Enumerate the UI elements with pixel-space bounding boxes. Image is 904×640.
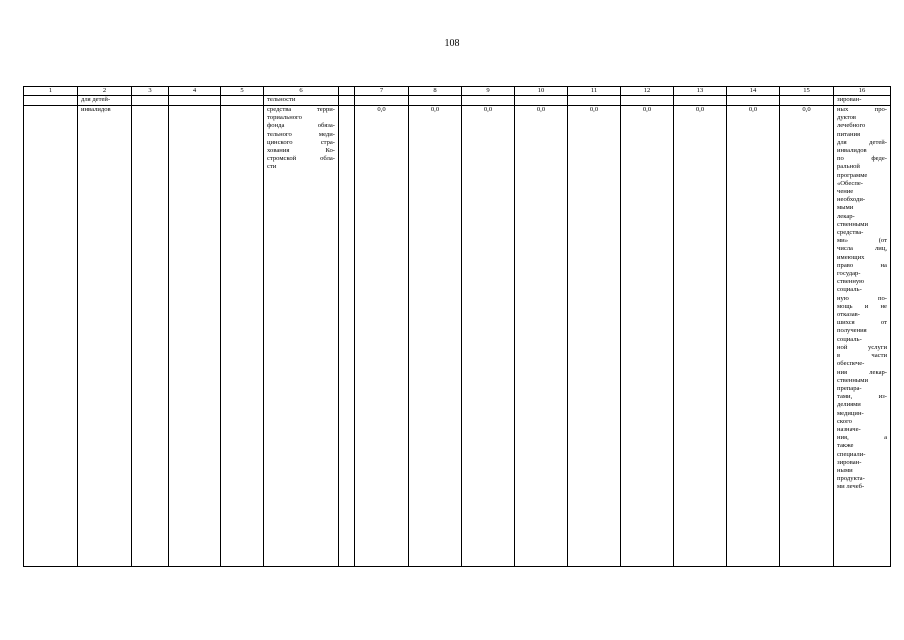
text-line: зирован- [837,458,862,466]
value-cell: 0,0 [674,106,727,567]
cell-col6-row1: тельности [264,96,339,106]
text-line: тельного меди- [267,130,335,138]
text-line: «Обеспе- [837,179,863,187]
text-line: ственными [837,220,868,228]
header-cell: 9 [462,87,515,96]
text-line: ния, а [837,434,887,442]
text-line: назначе- [837,425,861,433]
text-line: лечебного [837,122,866,130]
header-cell: 12 [621,87,674,96]
header-cell [339,87,355,96]
cell-col2-row1: для детей- [78,96,132,106]
text-line: лекар- [837,212,855,220]
text-line: препара- [837,384,862,392]
header-cell: 16 [834,87,891,96]
text-line: государ- [837,270,861,278]
text-line: ными [837,466,853,474]
text-line: медицин- [837,409,864,417]
value-cell: 0,0 [621,106,674,567]
data-table [23,86,891,567]
text-line: социаль- [837,335,862,343]
table-header-row [24,87,891,96]
text-line: тами, из- [837,393,887,401]
text-line: ной услуги [837,343,887,351]
text-line: ми» (от [837,237,887,245]
header-cell: 6 [264,87,339,96]
value-cell: 0,0 [727,106,780,567]
value-cell: 0,0 [409,106,462,567]
text-line: специали- [837,450,866,458]
cell-col6-row2 [264,106,339,567]
header-cell: 2 [78,87,132,96]
text-line: средства- [837,229,864,237]
text-line: мыми [837,204,854,212]
cell-col16-row2 [834,106,891,567]
text-line: чение [837,188,854,196]
text-line: ных про- [837,106,887,113]
text-line: получения [837,327,867,335]
text-line: делиями [837,401,861,409]
text-line: ную по- [837,294,887,302]
text-line: хования Ко- [267,147,335,155]
header-cell: 14 [727,87,780,96]
text-line: продукта- [837,475,865,483]
text-line: ния лекар- [837,368,887,376]
header-cell: 4 [169,87,221,96]
table-row [24,96,891,106]
text-line: ственную [837,278,865,286]
value-cell: 0,0 [780,106,834,567]
text-line: ми лечеб- [837,483,865,491]
text-line: для детей- [837,138,887,146]
text-line: необходи- [837,196,866,204]
col16-text [837,106,887,492]
text-line: питания [837,130,861,138]
text-line: фонда обяза- [267,122,335,130]
text-line: инвалидов [837,147,867,155]
header-cell: 3 [132,87,169,96]
page-number: 108 [444,38,460,49]
text-line: сти [267,163,277,171]
text-line: обеспече- [837,360,865,368]
header-cell: 13 [674,87,727,96]
table-row [24,106,891,567]
value-cell: 0,0 [462,106,515,567]
value-cell: 0,0 [355,106,409,567]
value-cell: 0,0 [568,106,621,567]
value-cell: 0,0 [515,106,568,567]
header-cell: 11 [568,87,621,96]
text-line: средства терри- [267,106,335,113]
text-line: ториального [267,114,302,122]
col6-text [267,106,335,172]
cell-col16-row1: зирован- [834,96,891,106]
text-line: цинского стра- [267,138,335,146]
text-line: программе [837,171,868,179]
text-line: мощь и не [837,302,887,310]
text-line: имеющих [837,253,865,261]
text-line: также [837,442,854,450]
text-line: по феде- [837,155,887,163]
text-line: ственными [837,376,868,384]
header-cell: 15 [780,87,834,96]
text-line: в части [837,352,887,360]
text-line: стромской обла- [267,155,335,163]
header-cell: 1 [24,87,78,96]
text-line: ского [837,417,852,425]
text-line: отказав- [837,311,860,319]
text-line: право на [837,261,887,269]
header-cell: 5 [221,87,264,96]
text-line: ральной [837,163,860,171]
text-line: шихся от [837,319,887,327]
cell-col2-row2: инвалидов [78,106,132,567]
text-line: социаль- [837,286,862,294]
text-line: дуктов [837,114,856,122]
text-line: числа лиц, [837,245,887,253]
header-cell: 10 [515,87,568,96]
header-cell: 7 [355,87,409,96]
header-cell: 8 [409,87,462,96]
